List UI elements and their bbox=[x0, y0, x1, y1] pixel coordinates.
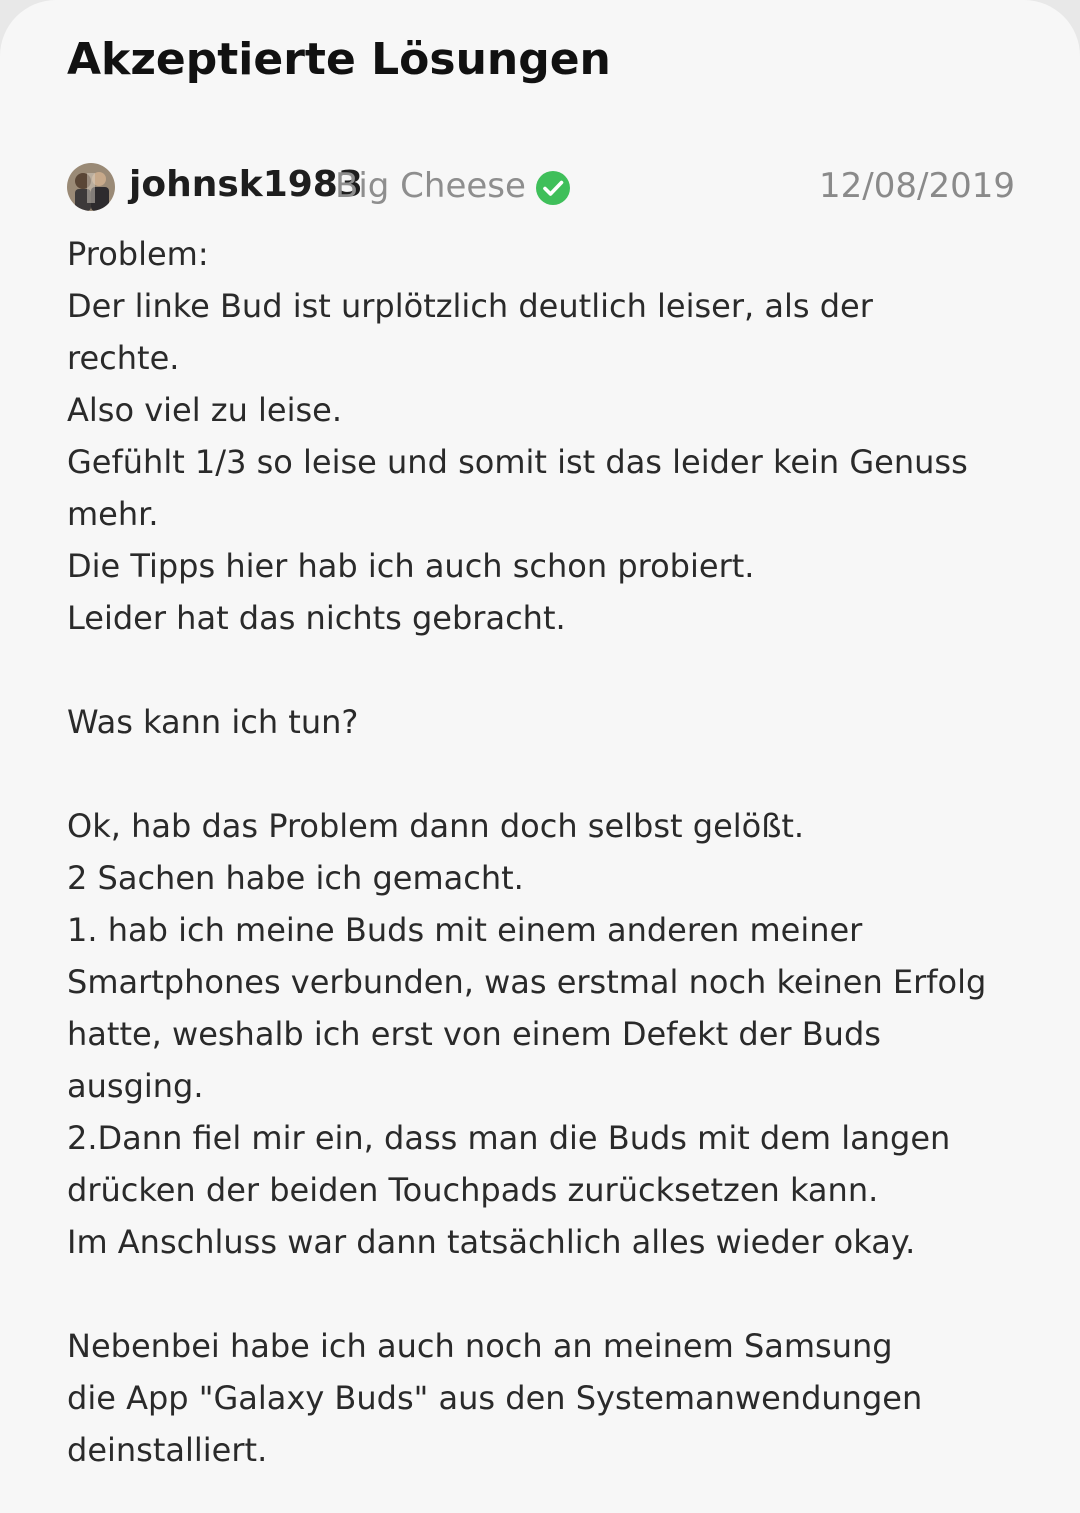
post-line: Die Tipps hier hab ich auch schon probiert. bbox=[67, 547, 755, 585]
post-line: Gefühlt 1/3 so leise und somit ist das leider kein Genuss bbox=[67, 443, 968, 481]
post-line: Smartphones verbunden, was erstmal noch keinen Erfolg bbox=[67, 963, 987, 1001]
post-line: rechte. bbox=[67, 339, 180, 377]
post-line: hatte, weshalb ich erst von einem Defekt der Buds bbox=[67, 1015, 881, 1053]
post-line: 1. hab ich meine Buds mit einem anderen meiner bbox=[67, 911, 863, 949]
post-blank-line bbox=[67, 748, 1027, 800]
user-avatar[interactable] bbox=[67, 163, 115, 211]
post-line: drücken der beiden Touchpads zurücksetzen kann. bbox=[67, 1171, 879, 1209]
post-line: Was kann ich tun? bbox=[67, 703, 359, 741]
post-line: Also viel zu leise. bbox=[67, 391, 343, 429]
section-title: Akzeptierte Lösungen bbox=[67, 34, 611, 85]
post-line: mehr. bbox=[67, 495, 159, 533]
post-line: 2 Sachen habe ich gemacht. bbox=[67, 859, 524, 897]
post-line: Der linke Bud ist urplötzlich deutlich leiser, als der bbox=[67, 287, 873, 325]
post-author-row bbox=[67, 160, 1015, 216]
post-line: Ok, hab das Problem dann doch selbst gelößt. bbox=[67, 807, 805, 845]
post-line: ausging. bbox=[67, 1067, 204, 1105]
post-line: deinstalliert. bbox=[67, 1431, 268, 1469]
post-line: Im Anschluss war dann tatsächlich alles wieder okay. bbox=[67, 1223, 916, 1261]
post-line: die App "Galaxy Buds" aus den Systemanwendungen bbox=[67, 1379, 923, 1417]
post-blank-line bbox=[67, 1268, 1027, 1320]
author-rank: Big Cheese bbox=[335, 166, 526, 206]
post-line: 2.Dann fiel mir ein, dass man die Buds mit dem langen bbox=[67, 1119, 951, 1157]
avatar-image-icon bbox=[67, 163, 115, 211]
verified-check-icon bbox=[535, 170, 571, 206]
post-body bbox=[67, 228, 1027, 1476]
post-line: Nebenbei habe ich auch noch an meinem Samsung bbox=[67, 1327, 893, 1365]
post-line: Problem: bbox=[67, 235, 209, 273]
post-line: Leider hat das nichts gebracht. bbox=[67, 599, 566, 637]
post-blank-line bbox=[67, 644, 1027, 696]
post-date: 12/08/2019 bbox=[819, 166, 1015, 206]
author-username[interactable]: johnsk1983 bbox=[129, 164, 363, 205]
